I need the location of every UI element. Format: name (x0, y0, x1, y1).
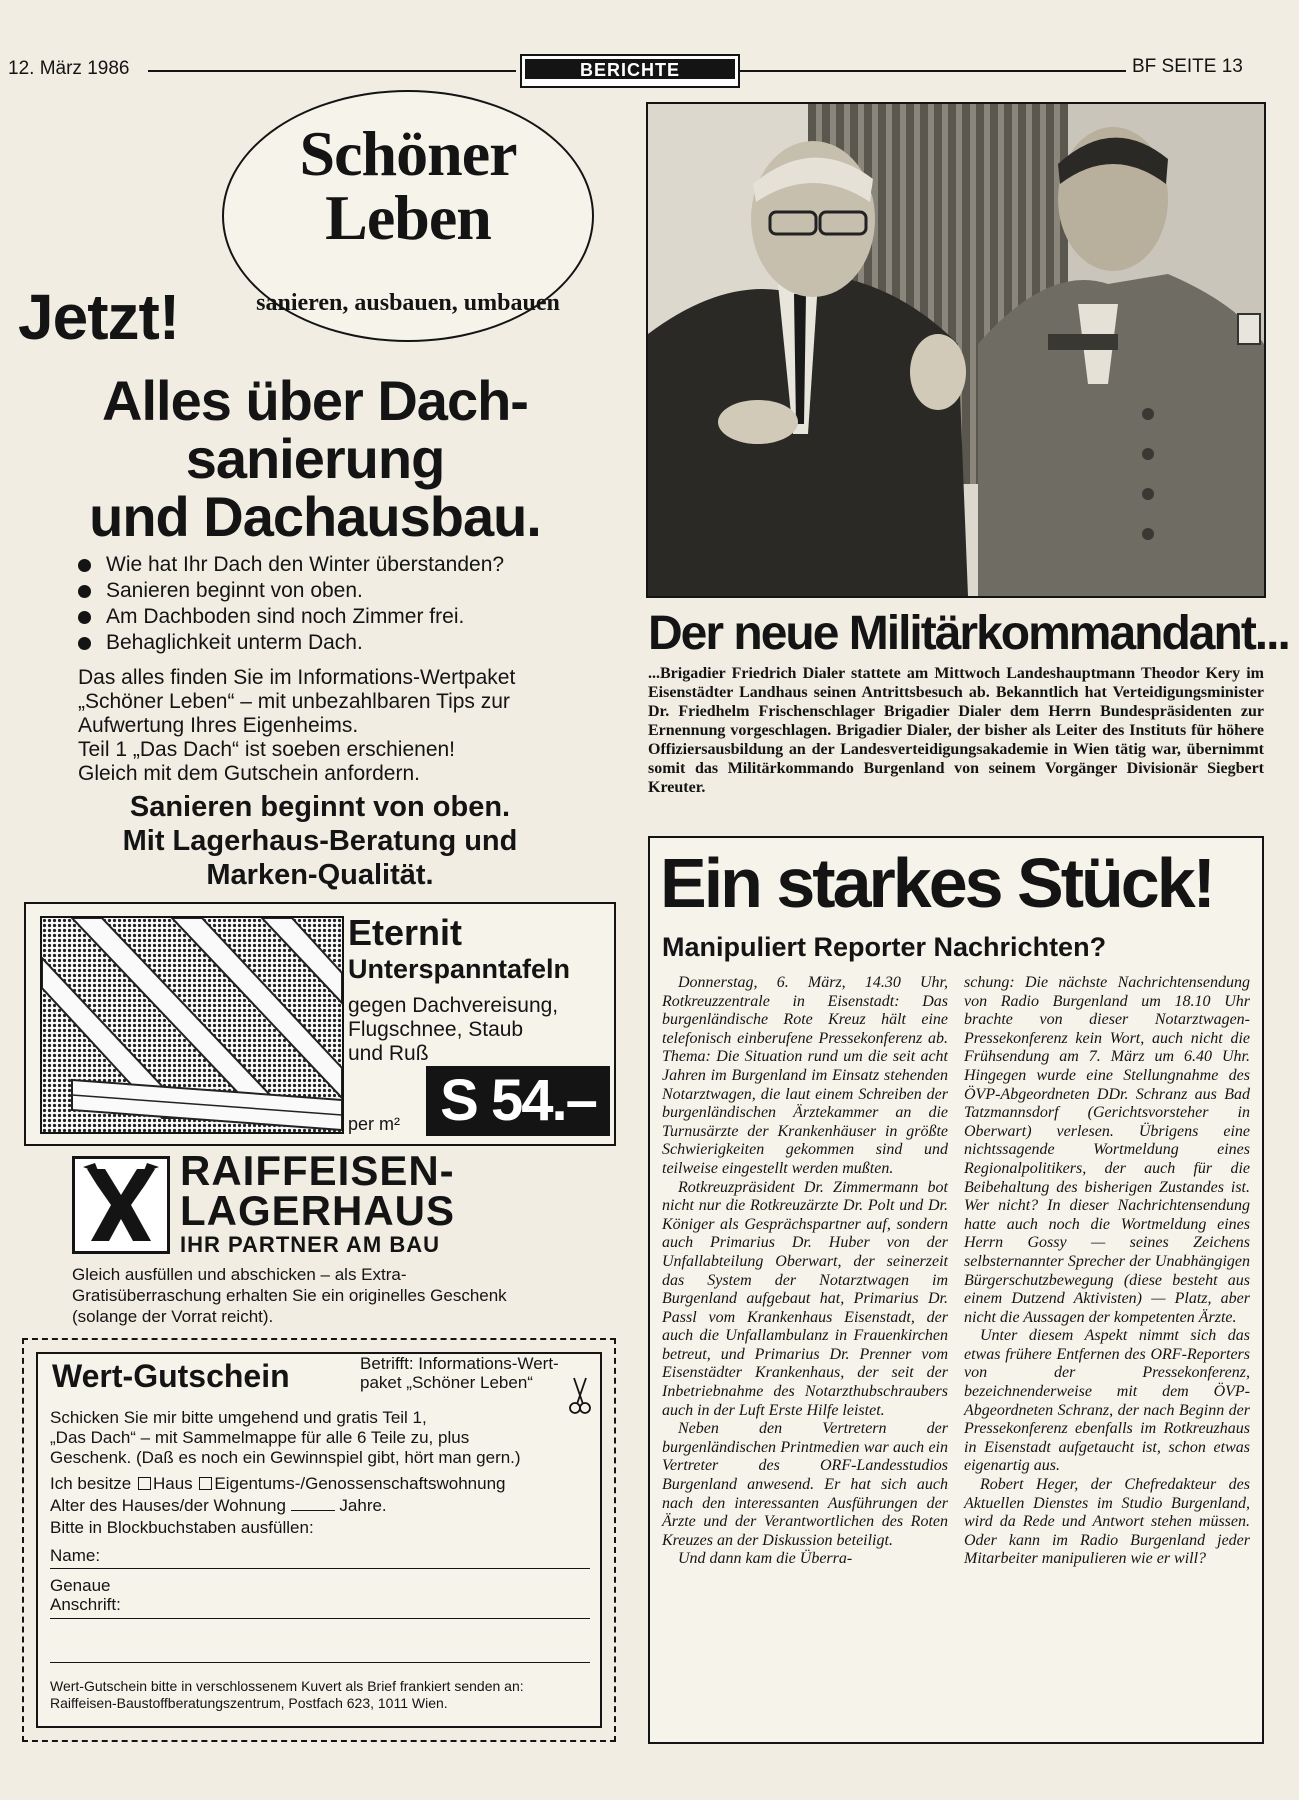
ad-intro-line: Aufwertung Ihres Eigenheims. (78, 714, 359, 737)
ad-extra-line: Gratisüberraschung erhalten Sie ein originelles Geschenk (72, 1286, 507, 1305)
product-subtitle: Unterspanntafeln (348, 954, 571, 984)
article-paragraph: Robert Heger, der Chefredakteur des Aktuellen Dienstes im Studio Burgenland, wird da Rede und Antwort stehen müssen. Oder kann im Radio Burgenland jeder Mitarbeiter manipulieren wie er will? (964, 1476, 1250, 1568)
ad-slogan-line: Sanieren beginnt von oben. (129, 791, 511, 823)
ad-intro-line: Gleich mit dem Gutschein anfordern. (78, 762, 420, 785)
product-desc-line: und Ruß (348, 1042, 429, 1065)
product-desc-line: gegen Dachvereisung, (348, 994, 559, 1017)
age-label: Alter des Hauses/der Wohnung (50, 1496, 286, 1515)
two-men-photo (648, 104, 1264, 596)
address-label-line: Genaue (50, 1576, 111, 1595)
header-rule-right (740, 70, 1126, 72)
ad-bullet: Behaglichkeit unterm Dach. (78, 630, 504, 656)
name-input-line[interactable] (50, 1568, 590, 1569)
coupon-subject-line: Betrifft: Informations-Wert- (360, 1354, 559, 1373)
article-paragraph: Donnerstag, 6. März, 14.30 Uhr, Rotkreuzzentrale in Eisenstadt: Das burgenländische Rote Kreuz hält eine telefonisch einberufene Pressekonferenz ab. Thema: Die Situation rund um die seit acht Jahren im Burgenland im Einsatz stehenden Notarztwagen, die laut einem Schreiben der burgenländischen Ärztekammer an die Turnusärzte der Krankenhäuser in größte Schwierigkeiten gekommen sind und teilweise eingestellt werden mußten. (662, 974, 948, 1177)
ad-bullet: Wie hat Ihr Dach den Winter überstanden? (78, 552, 504, 578)
ad-headline (20, 369, 610, 548)
news-photo (646, 102, 1266, 598)
ownership-row (50, 1474, 505, 1494)
ad-bullet: Sanieren beginnt von oben. (78, 578, 504, 604)
ad-bullet: Am Dachboden sind noch Zimmer frei. (78, 604, 504, 630)
ad-headline-line: und Dachausbau. (89, 485, 541, 548)
raiffeisen-name-2: LAGERHAUS (180, 1187, 456, 1234)
product-unit: per m² (348, 1114, 401, 1134)
schoener-leben-logo (222, 90, 594, 342)
ownership-option-haus: Haus (153, 1474, 193, 1493)
article-box (648, 836, 1264, 1744)
article-paragraph: Neben den Vertretern der burgenländischen Printmedien war auch ein Vertreter des ORF-Landesstudios Burgenland anwesend. Er hat sich auch nach den interessanten Ausführungen der Ärzte und der Verantwortlichen des Roten Kreuzes an der Diskussion beteiligt. (662, 1420, 948, 1549)
ad-jetzt: Jetzt! (18, 281, 180, 353)
logo-line-2: Leben (325, 182, 491, 253)
address-label-line: Anschrift: (50, 1595, 121, 1614)
article-paragraph: schung: Die nächste Nachrichtensendung von Radio Burgenland um 18.10 Uhr brachte von dieser Notarztwagen-Pressekonferenz kein Wort, auch nicht die Frühsendung am 7. März um 6.40 Uhr. Hingegen wurde eine Stellungnahme des ÖVP-Abgeordneten DDr. Schranz aus Bad Tatzmannsdorf (Gerichtsvorsteher in Oberwart) verlesen. Übrigens eine nichtssagende Wortmeldung eines Regionalpolitikers, der auch für die Beibehaltung des bisherigen Zustandes ist. Wer nicht? In dieser Nachrichtensendung hatte auch noch die Wortmeldung eines Herrn Gossy — seines Zeichens selbsternannter Sprecher der Unabhängigen Bürgerschutzbewegung (diese besteht aus einem Dutzend Aktivisten) — Platz, aber nicht die Aussagen der kompetenten Ärzte. (964, 974, 1250, 1326)
news-headline: Der neue Militärkommandant... (648, 607, 1289, 660)
checkbox-haus[interactable] (138, 1477, 151, 1490)
article-column-2 (964, 974, 1250, 1569)
product-desc-line: Flugschnee, Staub (348, 1018, 524, 1041)
ad-slogan-line: Marken-Qualität. (206, 859, 434, 891)
block-letters-note: Bitte in Blockbuchstaben ausfüllen: (50, 1518, 314, 1537)
crossed-horses-icon (75, 1159, 167, 1251)
raiffeisen-logo (72, 1156, 170, 1254)
ad-headline-line: Alles über Dach- (102, 369, 528, 432)
ad-bullet-list (78, 552, 504, 656)
coupon-mailing-note (50, 1678, 590, 1712)
article-column-1 (662, 974, 948, 1569)
ad-intro-line: Teil 1 „Das Dach“ ist soeben erschienen! (78, 738, 456, 761)
product-price: S 54.– (426, 1066, 610, 1136)
logo-subtitle: sanieren, ausbauen, umbauen (256, 290, 560, 316)
age-row (50, 1496, 387, 1516)
coupon-text-line: Schicken Sie mir bitte umgehend und gratis Teil 1, (50, 1408, 427, 1427)
coupon-text-line: „Das Dach“ – mit Sammelmappe für alle 6 Teile zu, plus (50, 1428, 470, 1447)
ad-slogan (40, 790, 600, 892)
coupon-title: Wert-Gutschein (52, 1358, 290, 1394)
article-paragraph: Und dann kam die Überra- (678, 1550, 853, 1568)
address-label (50, 1576, 121, 1614)
ad-slogan-line: Mit Lagerhaus-Beratung und (122, 825, 518, 857)
ad-extra-line: (solange der Vorrat reicht). (72, 1307, 274, 1326)
article-subheadline: Manipuliert Reporter Nachrichten? (662, 932, 1107, 962)
address-input-line-2[interactable] (50, 1662, 590, 1663)
age-unit: Jahre. (339, 1496, 387, 1515)
coupon-note-line: Raiffeisen-Baustoffberatungszentrum, Postfach 623, 1011 Wien. (50, 1695, 448, 1711)
wert-gutschein-coupon (36, 1352, 602, 1728)
article-paragraph: Unter diesem Aspekt nimmt sich das etwas frühere Entfernen des ORF-Reporters von der Pressekonferenz, bezeichnenderweise mit dem ÖVP-Abgeordneten Schranz, der nach Beginn der Pressekonferenz ebenfalls im Rotkreuzhaus in Eisenstadt aufgetaucht ist, schon etwas eigenartig aus. (964, 1327, 1250, 1475)
ad-extra-note (72, 1264, 592, 1327)
logo-line-1: Schöner (299, 118, 517, 189)
ownership-label: Ich besitze (50, 1474, 132, 1493)
article-headline: Ein starkes Stück! (660, 844, 1213, 922)
ad-headline-line: sanierung (185, 427, 445, 490)
issue-date: 12. März 1986 (8, 58, 130, 79)
header-rule-left (148, 70, 516, 72)
section-label (520, 54, 740, 88)
product-description (348, 994, 608, 1066)
article-paragraph: Rotkreuzpräsident Dr. Zimmermann bot nicht nur die Rotkreuzärzte Dr. Polt und Dr. Königer als Gesprächspartner auf, sondern auch Primarius Dr. Huber von der Unfallabteilung Oberwart, der seinerzeit das System der Notarztwagen im Burgenland aufgebaut hat, Primarius Dr. Passl vom Krankenhaus Eisenstadt, der auch die Unfallambulanz in Frauenkirchen betreut, und Primarius Dr. Prenner vom Eisenstädter Krankenhaus, der seit der Inbetriebnahme des Notarzthubschraubers auch in der Luft Erste Hilfe leistet. (662, 1178, 948, 1419)
ownership-option-wohnung: Eigentums-/Genossenschaftswohnung (214, 1474, 506, 1493)
ad-intro (78, 666, 598, 786)
page-number: BF SEITE 13 (1132, 56, 1243, 77)
news-body: ...Brigadier Friedrich Dialer stattete am Mittwoch Landeshauptmann Theodor Kery im Eisenstädter Landhaus seinen Antrittsbesuch ab. Bekanntlich hat Verteidigungsminister Dr. Friedhelm Frischenschlager Brigadier Dialer dem Herrn Bundespräsidenten zur Ernennung vorgeschlagen. Brigadier Dialer, der bisher als Leiter des Instituts für höhere Offiziersausbildung an der Landesverteidigungsakademie in Wien tätig war, übernimmt somit das Militärkommando Burgenland von seinem Vorgänger Divisionär Siegbert Kreuter. (648, 665, 1264, 796)
ad-intro-line: „Schöner Leben“ – mit unbezahlbaren Tips zur (78, 690, 510, 713)
coupon-note-line: Wert-Gutschein bitte in verschlossenem Kuvert als Brief frankiert senden an: (50, 1678, 524, 1694)
coupon-text-line: Geschenk. (Daß es noch ein Gewinnspiel gibt, hört man gern.) (50, 1448, 521, 1467)
section-label-text: BERICHTE (525, 59, 735, 79)
raiffeisen-tagline: IHR PARTNER AM BAU (180, 1232, 440, 1257)
age-input-line[interactable] (291, 1510, 335, 1511)
ad-intro-line: Das alles finden Sie im Informations-Wertpaket (78, 666, 516, 689)
roof-panel-graphic (42, 918, 342, 1132)
roof-panel-illustration (40, 916, 344, 1134)
name-label: Name: (50, 1546, 101, 1565)
raiffeisen-name-1: RAIFFEISEN- (180, 1147, 455, 1194)
address-input-line-1[interactable] (50, 1618, 590, 1619)
coupon-request-text (50, 1408, 590, 1468)
coupon-subject-line: paket „Schöner Leben“ (360, 1373, 533, 1392)
ad-extra-line: Gleich ausfüllen und abschicken – als Extra- (72, 1265, 407, 1284)
product-box (24, 902, 616, 1146)
coupon-subject (360, 1354, 560, 1392)
checkbox-eigentumswohnung[interactable] (199, 1477, 212, 1490)
product-title: Eternit (348, 912, 463, 953)
